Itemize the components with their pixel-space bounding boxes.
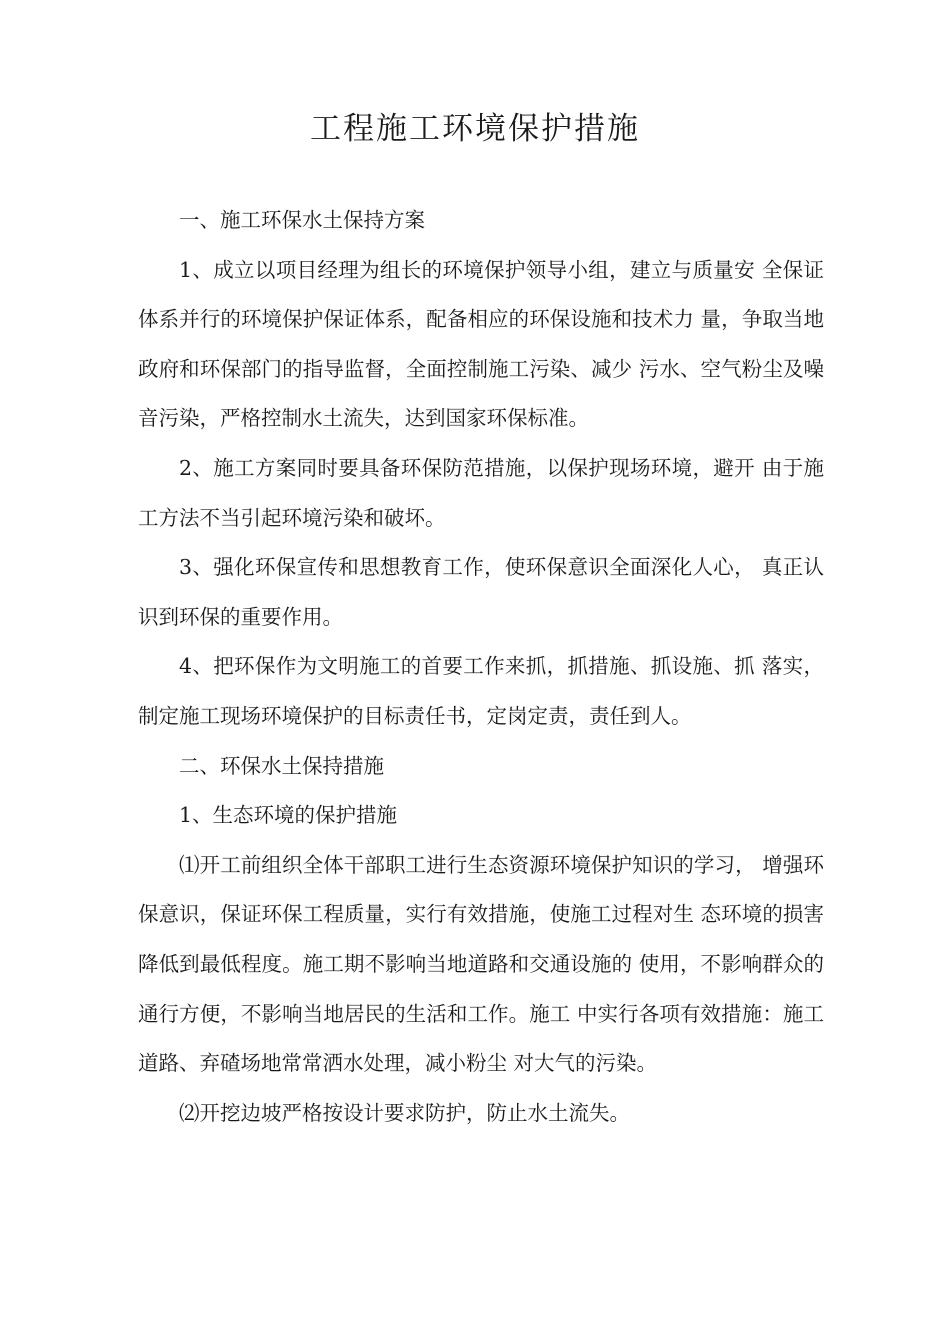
paragraph-5: ⑴开工前组织全体干部职工进行生态资源环境保护知识的学习， 增强环保意识，保证环保工程质量，实行有效措施，使施工过程对生 态环境的损害降低到最低程度。施工期不影响当地道路和交通设施的 使用，不影响群众的通行方便，不影响当地居民的生活和工作。施工 中实行各项有效措施：施工道路、弃碴场地常常洒水处理，减小粉尘 对大气的污染。 [138,852,824,1076]
paragraph-4: 4、把环保作为文明施工的首要工作来抓，抓措施、抓设施、抓 落实，制定施工现场环境保护的目标责任书，定岗定责，责任到人。 [138,654,824,728]
paragraph-6: ⑵开挖边坡严格按设计要求防护，防止水土流失。 [179,1100,630,1125]
paragraph-3: 3、强化环保宣传和思想教育工作，使环保意识全面深化人心， 真正认识到环保的重要作用。 [138,555,824,629]
paragraph-2: 2、施工方案同时要具备环保防范措施，以保护现场环境，避开 由于施工方法不当引起环境污染和破坏。 [138,455,824,530]
section-heading-2: 二、环保水土保持措施 [179,753,384,778]
paragraph-1: 1、成立以项目经理为组长的环境保护领导小组，建立与质量安 全保证体系并行的环境保护保证体系，配备相应的环保设施和技术力 量，争取当地政府和环保部门的指导监督，全面控制施工污染、减少 污水、空气粉尘及噪音污染，严格控制水土流失，达到国家环保标准。 [138,257,824,431]
document-body [138,196,824,1138]
subsection-heading-1: 1、生态环境的保护措施 [179,803,398,828]
document-title: 工程施工环境保护措施 [310,111,640,147]
section-heading-1: 一、施工环保水土保持方案 [179,208,425,232]
